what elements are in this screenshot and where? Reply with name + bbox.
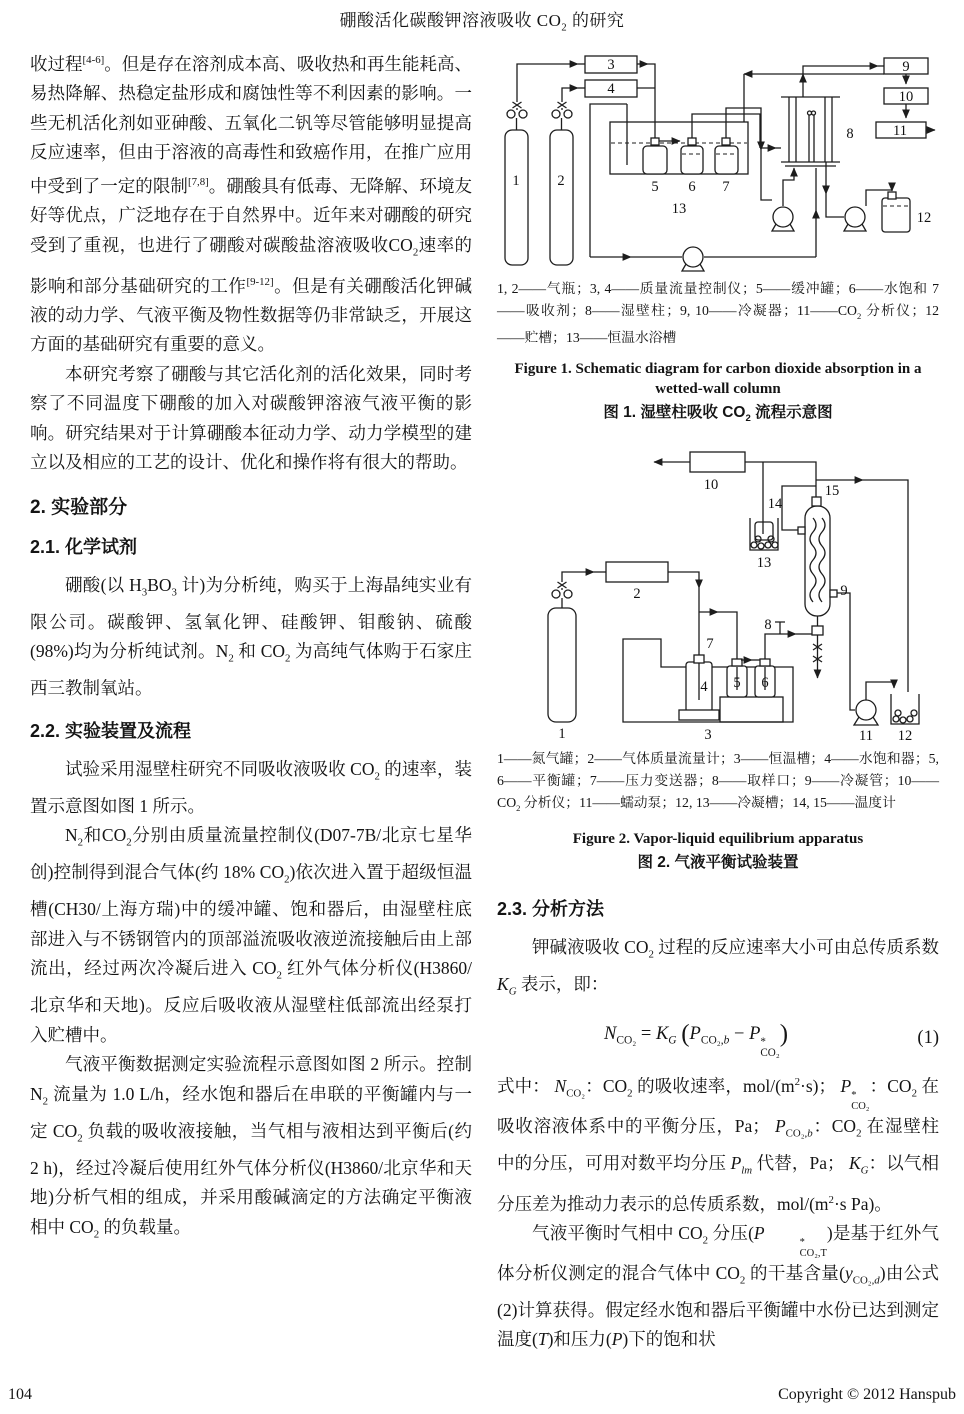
figure2-label: 4 — [700, 678, 708, 695]
copyright-notice: Copyright © 2012 Hanspub — [778, 1386, 956, 1403]
paragraph-vle-analysis: 气液平衡时气相中 $CO_2$ 分压(P * CO₂,T )是基于红外气体分析仪测定的混合气体中 $CO_2$ 的干基含量$(y_{CO_2,d})$由公式(2)计算获得。假定经水饱和器后平衡罐中水份已达到测定温度(T)和压力(P)下的饱和状 — [497, 1222, 940, 1350]
figure2-label: 13 — [756, 554, 772, 571]
water-saturator-vessel-icon — [679, 655, 719, 720]
left-column — [30, 46, 472, 1250]
figure1-label: 13 — [671, 201, 687, 217]
figure1-label: 5 — [651, 179, 659, 195]
paragraph-wetted-wall-intro: 试验采用湿壁柱研究不同吸收液吸收 $CO_2$ 的速率，装置示意图如图 1 所示。 — [30, 758, 472, 816]
equation-body: $N_{CO_2} = K_G$ ($P_{CO_2,b} - P$ * CO₂ ) — [603, 1020, 789, 1060]
figure2-label: 10 — [703, 476, 719, 493]
figure2-label: 5 — [733, 674, 741, 691]
paragraph-study-scope: 本研究考察了硼酸与其它活化剂的活化效果，同时考察了不同温度下硼酸的加入对碳酸钾溶液气液平衡的影响。研究结果对于计算硼酸本征动力学、动力学模型的建立以及相应的工艺的设计、优化和操作将有很大的帮助。 — [30, 363, 472, 473]
pump-icon — [682, 247, 704, 271]
running-head-title: 硼酸活化碳酸钾溶液吸收 $CO_2$ 的研究 — [339, 11, 625, 34]
figure1-label: 8 — [846, 126, 854, 142]
figure2-label: 8 — [764, 616, 772, 633]
figure2-label: 1 — [558, 725, 566, 742]
paragraph-chemicals: 硼酸(以 $H_3BO_3$ 计)为分析纯，购买于上海晶纯实业有限公司。碳酸钾、氢氧化钾、硅酸钾、钼酸钠、硫酸(98%)均为分析纯试剂。$N_2$ 和 $CO_2$ 为高纯气体购于石家庄西三教制氧站。 — [30, 574, 473, 699]
figure1-caption-en: Figure 1. Schematic diagram for carbon dioxide absorption in a wetted-wall column — [514, 360, 922, 397]
section-heading-apparatus: 2.2. 实验装置及流程 — [30, 720, 192, 741]
figure1-legend: 1, 2——气瓶；3, 4——质量流量控制仪；5——缓冲罐；6——水饱和 7——吸收剂；8——湿壁柱；9, 10——冷凝器；$11——CO_2$ 分析仪；12——贮槽；13——恒温水浴槽 — [497, 281, 939, 345]
paragraph-intro-continued: 收过程[4-6]。但是存在溶剂成本高、吸收热和再生能耗高、易热降解、热稳定盐形成和腐蚀性等不利因素的影响。一些无机活化剂如亚砷酸、五氧化二钒等尽管能够明显提高反应速率，但由于溶液的高毒性和致癌作用，在推广应用中受到了一定的限制[7,8]。硼酸具有低毒、无降解、环境友好等优点，广泛地存在于自然界中。近年来对硼酸的研究受到了重视，也进行了硼酸对碳酸盐溶液吸收$CO_2$速率的影响和部分基础研究的工作[9-12]。但是有关硼酸活化钾碱液的动力学、气液平衡及物性数据等仍非常缺乏，开展这方面的基础研究有重要的意义。 — [30, 53, 473, 355]
figure1-label: 9 — [902, 59, 910, 75]
mass-flow-meter-icon — [606, 562, 668, 582]
storage-tank-icon — [882, 192, 910, 232]
paragraph-flow-description: $N_2$和$CO_2$分别由质量流量控制仪(D07-7B/北京七星华创)控制得到混合气体(约 18% $CO_2$)依次进入置于超级恒温槽(CH30/上海方瑞)中的缓冲罐、饱和器后，由湿壁柱底部进入与不锈钢管内的顶部溢流吸收液逆流接触后由上部流出，经过两次冷凝后进入 $CO_2$ 红外气体分析仪(H3860/北京华和天地)。反应后吸收液从湿壁柱低部流出经泵打入贮槽中。 — [30, 825, 473, 1045]
peristaltic-pump-icon — [854, 700, 878, 725]
figure2-label: 6 — [761, 674, 769, 691]
condenser-column-icon — [798, 497, 837, 678]
figure2-legend: 1——氮气罐；2——气体质量流量计；3——恒温槽；4——水饱和器；5, 6——平衡罐；7——压力变送器；8——取样口；9——冷凝管；$10——CO_2$ 分析仪；11——蠕动泵；12, 13——冷凝槽；14, 15——温度计 — [497, 750, 939, 813]
figure2-caption-zh: 图 2. 气液平衡试验装置 — [637, 853, 799, 871]
right-column — [497, 46, 939, 1355]
section-heading-experiment: 2. 实验部分 — [30, 496, 128, 518]
figure1-label: 2 — [557, 173, 565, 189]
figure1-label: 6 — [688, 179, 696, 195]
section-heading-analysis: 2.3. 分析方法 — [497, 898, 605, 919]
paragraph-symbol-definitions: 式中： $N_{CO_2}$：$CO_2$ 的吸收速率，mol/$(m^2\cdot s)$； P * CO₂ ：$CO_2$ 在吸收溶液体系中的平衡分压，Pa； $P_{CO_2,b}$：$CO_2$ 在湿壁柱中的分压，可用对数平均分压 $P_{lm}$ 代替，Pa； $K_G$：以气相分压差为推动力表示的总传质系数，mol/($m^2\cdot s$ Pa)。 — [497, 1075, 940, 1214]
gas-cylinder-2-icon — [550, 88, 585, 265]
figure1-label: 7 — [722, 179, 730, 195]
pump-icon — [772, 207, 794, 231]
wetted-wall-column-icon — [781, 97, 840, 166]
cold-trap-icon — [750, 518, 778, 550]
nitrogen-cylinder-icon — [548, 572, 606, 722]
figure1-label: 3 — [607, 57, 615, 73]
figure1-label: 11 — [893, 123, 907, 139]
figure1-label: 12 — [916, 210, 932, 226]
figure2-diagram — [498, 442, 938, 742]
figure1-label: 1 — [512, 173, 520, 189]
condensate-trap-icon — [891, 694, 919, 724]
sample-port-icon — [775, 622, 785, 634]
figure2-label: 2 — [633, 585, 641, 602]
figure2-label: 7 — [706, 635, 714, 652]
paragraph-mass-transfer: 钾碱液吸收 $CO_2$ 过程的反应速率大小可由总传质系数 $K_G$ 表示，即： — [497, 936, 940, 998]
equation-number: (1) — [917, 1028, 939, 1049]
section-heading-chemicals: 2.1. 化学试剂 — [30, 536, 138, 557]
page-number: 104 — [8, 1386, 32, 1403]
figure1-diagram — [498, 50, 938, 272]
figure1-label: 4 — [607, 81, 615, 97]
figure2-label: 11 — [859, 727, 873, 742]
figure2-label: 12 — [897, 727, 913, 742]
equation-1 — [497, 1017, 939, 1060]
paragraph-vle-procedure: 气液平衡数据测定实验流程示意图如图 2 所示。控制 $N_2$ 流量为 1.0 L/h，经水饱和器后在串联的平衡罐内与一定 $CO_2$ 负载的吸收液接触，当气相与液相达到平衡后(约 2 h)，经过冷凝后使用红外气体分析仪(H3860/北京华和天地)分析气相的组成，并采用酸碱滴定的方法确定平衡液相中 $CO_2$ 的负载量。 — [30, 1054, 473, 1241]
figure2-label: 15 — [824, 482, 840, 499]
figure1-label: 10 — [898, 89, 914, 105]
figure2-label: 14 — [767, 495, 783, 512]
figure2-caption-en: Figure 2. Vapor-liquid equilibrium apparatus — [572, 830, 864, 847]
figure2-label: 9 — [840, 582, 848, 599]
figure1-caption-zh: 图 1. 湿壁柱吸收 $CO_2$ 流程示意图 — [603, 403, 833, 424]
pump-icon — [844, 207, 866, 231]
co2-analyzer-icon — [690, 452, 745, 472]
figure2-label: 3 — [704, 726, 712, 742]
